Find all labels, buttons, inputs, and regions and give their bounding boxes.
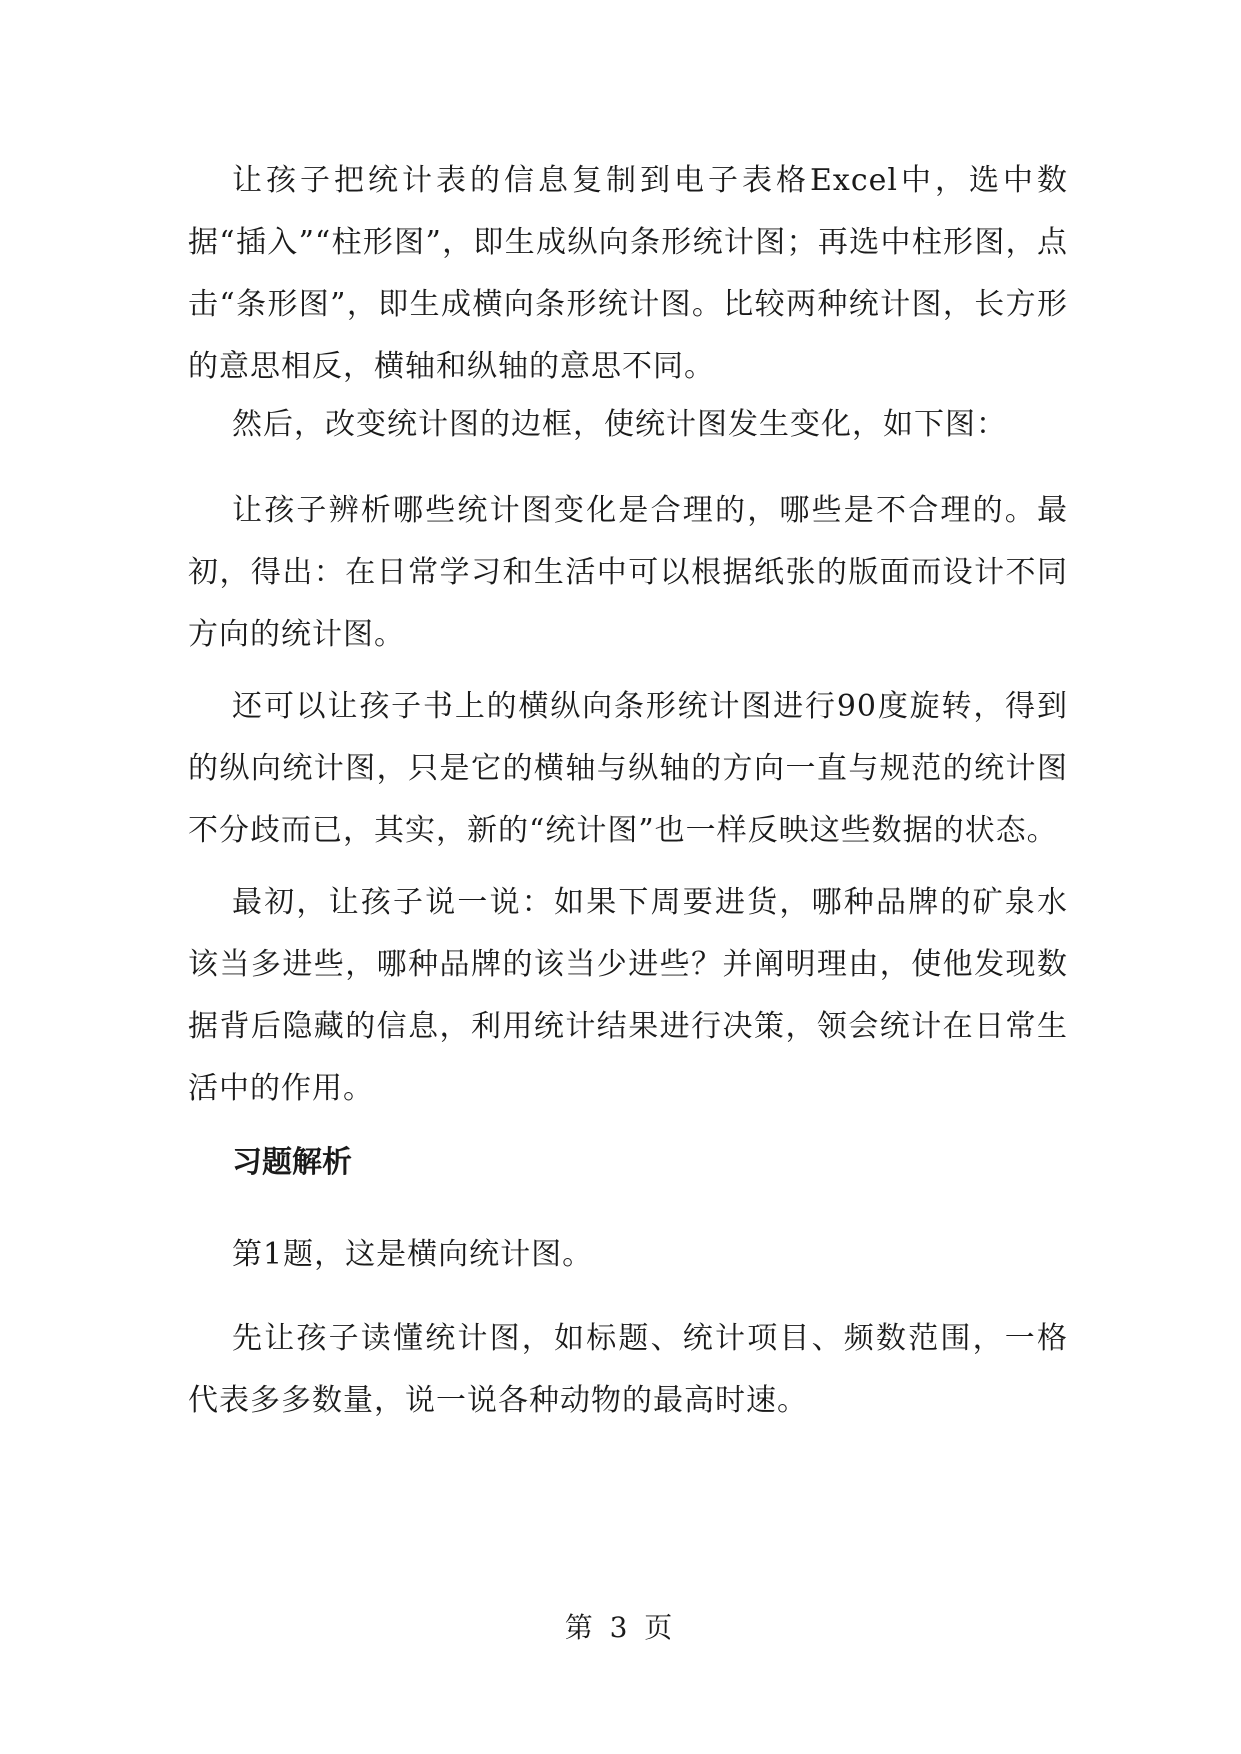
paragraph-discuss-reasonable: 让孩子辨析哪些统计图变化是合理的，哪些是不合理的。最初，得出：在日常学习和生活中可以根据纸张的版面而设计不同方向的统计图。 [188,493,1068,652]
section-heading: 习题解析 [232,1145,352,1180]
paragraph-change-border: 然后，改变统计图的边框，使统计图发生变化，如下图： [232,407,1007,442]
page-number: 第 3 页 [564,1611,677,1644]
paragraph-exercise-1-detail: 先让孩子读懂统计图，如标题、统计项目、频数范围，一格代表多多数量，说一说各种动物的最高时速。 [188,1321,1068,1418]
paragraph-exercise-1: 第1题，这是横向统计图。 [232,1237,594,1272]
paragraph-rotate-chart: 还可以让孩子书上的横纵向条形统计图进行90度旋转，得到的纵向统计图，只是它的横轴与纵轴的方向一直与规范的统计图不分歧而已，其实，新的“统计图”也一样反映这些数据的状态。 [188,689,1068,848]
paragraph-decision: 最初，让孩子说一说：如果下周要进货，哪种品牌的矿泉水该当多进些，哪种品牌的该当少进些？并阐明理由，使他发现数据背后隐藏的信息，利用统计结果进行决策，领会统计在日常生活中的作用。 [188,885,1068,1106]
paragraph-excel-steps: 让孩子把统计表的信息复制到电子表格Excel中，选中数据“插入”“柱形图”，即生成纵向条形统计图；再选中柱形图，点击“条形图”，即生成横向条形统计图。比较两种统计图，长方形的意思相反，横轴和纵轴的意思不同。 [188,163,1068,384]
